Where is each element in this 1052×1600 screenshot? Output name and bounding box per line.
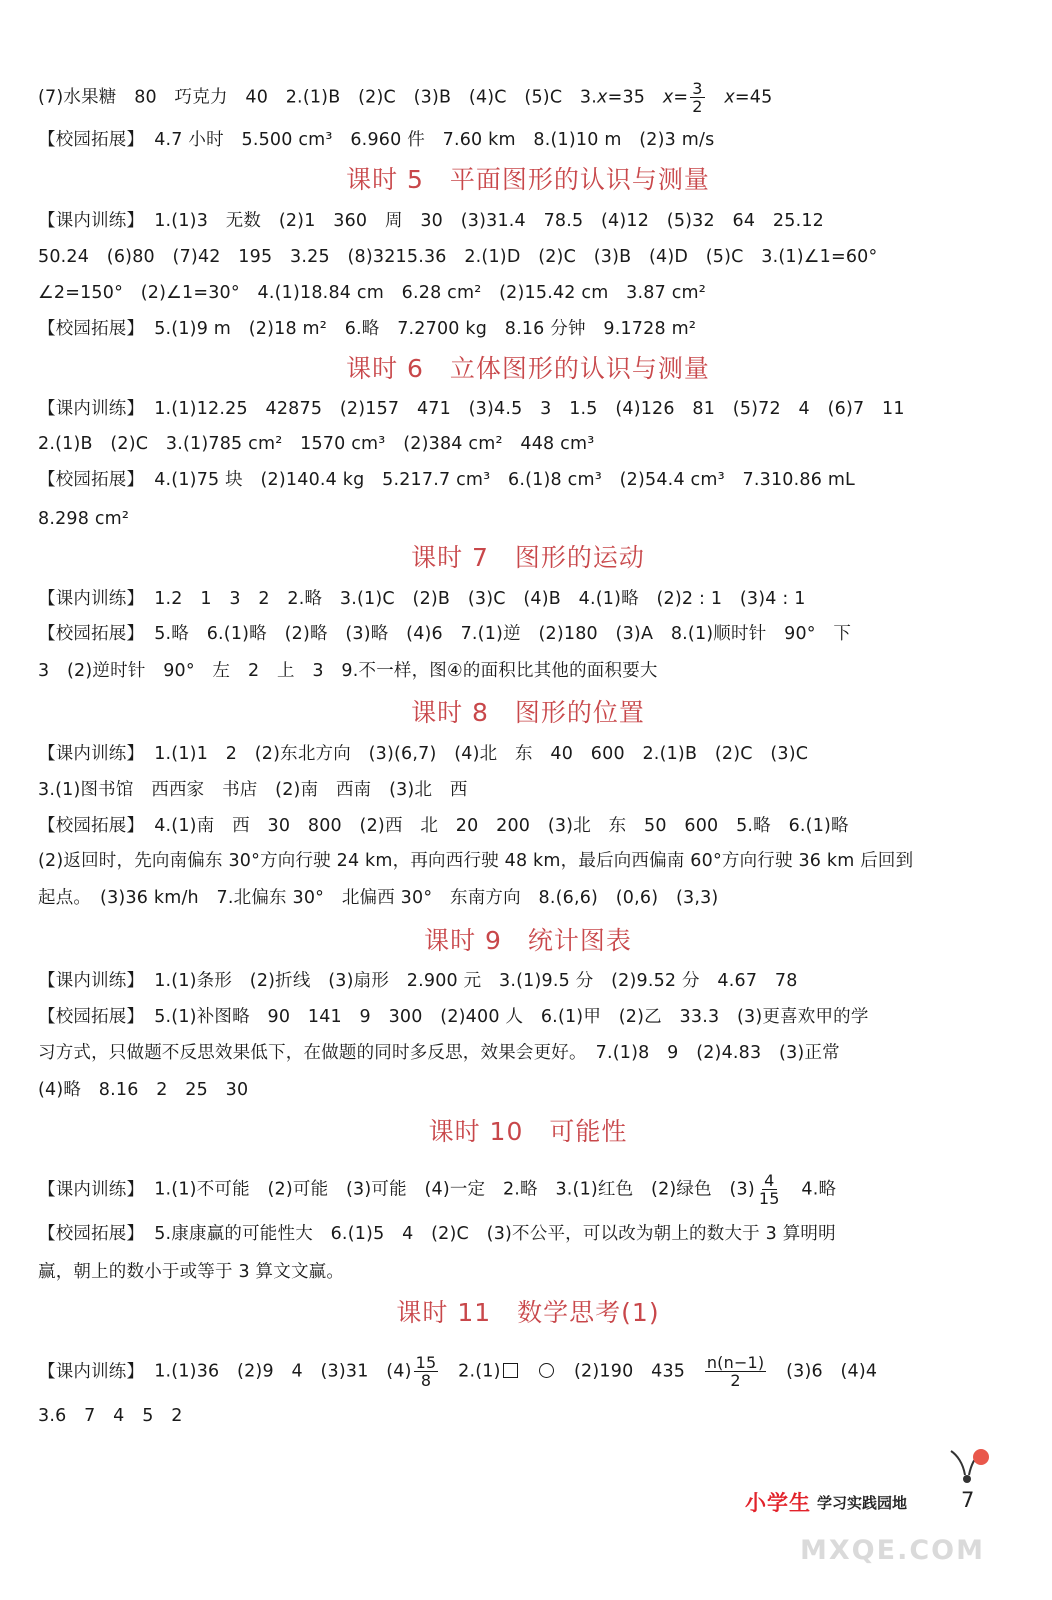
fraction: $\frac{3}{2}$ [692, 79, 703, 116]
answer-line-6: 【校园拓展】 5.(1)9 m (2)18 m² 6.略 7.2700 kg 8.16 分钟 9.1728 m² [38, 319, 697, 339]
answer-line-7: 【课内训练】 1.(1)12.25 42875 (2)157 471 (3)4.5 3 1.5 (4)126 81 (5)72 4 (6)7 11 [38, 399, 905, 419]
answer-line-22: (4)略 8.16 2 25 30 [38, 1080, 249, 1100]
square-icon [503, 1363, 518, 1378]
lesson-title-11: 课时 11 数学思考(1) [396, 1298, 660, 1327]
fraction: $\frac{15}{8}$ [415, 1353, 437, 1390]
answer-line-12: 【校园拓展】 5.略 6.(1)略 (2)略 (3)略 (4)6 7.(1)逆 (2)180 (3)A 8.(1)顺时针 90° 下 [38, 624, 852, 644]
section-tag: 【校园拓展】 [38, 470, 145, 490]
section-tag: 【校园拓展】 [38, 130, 145, 150]
answer-line-20: 【校园拓展】 5.(1)补图略 90 141 9 300 (2)400 人 6.(1)甲 (2)乙 33.3 (3)更喜欢甲的学 [38, 1007, 869, 1027]
lesson-title-8: 课时 8 图形的位置 [411, 698, 645, 727]
section-tag: 【课内训练】 [38, 1361, 145, 1382]
answer-line-17: (2)返回时，先向南偏东 30°方向行驶 24 km，再向西行驶 48 km，最后向西偏南 60°方向行驶 36 km 后回到 [38, 851, 914, 871]
brand-subtitle: 学习实践园地 [817, 1494, 908, 1512]
lesson-title-9: 课时 9 统计图表 [424, 926, 632, 955]
section-tag: 【课内训练】 [38, 589, 145, 609]
section-tag: 【校园拓展】 [38, 319, 145, 339]
answer-line-19: 【课内训练】 1.(1)条形 (2)折线 (3)扇形 2.900 元 3.(1)9.5 分 (2)9.52 分 4.67 78 [38, 971, 798, 991]
answer-line-5: ∠2=150° (2)∠1=30° 4.(1)18.84 cm 6.28 cm² (2)15.42 cm 3.87 cm² [38, 283, 706, 303]
answer-line-10: 8.298 cm² [38, 509, 130, 529]
section-tag: 【校园拓展】 [38, 816, 145, 836]
answer-line-27: 3.6 7 4 5 2 [38, 1406, 183, 1426]
section-tag: 【课内训练】 [38, 744, 145, 764]
watermark: MXQE.COM [800, 1535, 985, 1566]
page-number: 7 [961, 1488, 975, 1512]
answer-line-4: 50.24 (6)80 (7)42 195 3.25 (8)3215.36 2.(1)D (2)C (3)B (4)D (5)C 3.(1)∠1=60° [38, 247, 878, 267]
answer-line-15: 3.(1)图书馆 西西家 书店 (2)南 西南 (3)北 西 [38, 780, 468, 800]
answer-line-21: 习方式，只做题不反思效果低下，在做题的同时多反思，效果会更好。 7.(1)8 9 (2)4.83 (3)正常 [38, 1043, 840, 1063]
answer-line-9: 【校园拓展】 4.(1)75 块 (2)140.4 kg 5.217.7 cm³ 6.(1)8 cm³ (2)54.4 cm³ 7.310.86 mL [38, 470, 856, 490]
answer-line-8: 2.(1)B (2)C 3.(1)785 cm² 1570 cm³ (2)384 cm² 448 cm³ [38, 434, 595, 454]
section-tag: 【校园拓展】 [38, 1224, 145, 1244]
answer-line-23: 【课内训练】 1.(1)不可能 (2)可能 (3)可能 (4)一定 2.略 3.(1)红色 (2)绿色 (3) $\frac{4}{15}$ 4.略 [38, 1171, 837, 1208]
answer-line-25: 赢，朝上的数小于或等于 3 算文文赢。 [38, 1262, 345, 1282]
page-footer [745, 1482, 1045, 1530]
answer-line-26: 【课内训练】 1.(1)36 (2)9 4 (3)31 (4) $\frac{15}{8}$ 2.(1) (2)190 435 $\frac{n(n-1)}{2}$ (3)6 (4)4 [38, 1353, 878, 1390]
fraction: $\frac{4}{15}$ [758, 1171, 780, 1208]
section-tag: 【校园拓展】 [38, 624, 145, 644]
cherry-icon [947, 1445, 991, 1489]
brand-title: 小学生 [745, 1491, 811, 1515]
circle-icon [539, 1363, 554, 1378]
answer-line-3: 【课内训练】 1.(1)3 无数 (2)1 360 周 30 (3)31.4 78.5 (4)12 (5)32 64 25.12 [38, 211, 825, 231]
lesson-title-5: 课时 5 平面图形的认识与测量 [346, 165, 710, 194]
fraction: $\frac{n(n-1)}{2}$ [706, 1353, 765, 1390]
answer-line-14: 【课内训练】 1.(1)1 2 (2)东北方向 (3)(6,7) (4)北 东 40 600 2.(1)B (2)C (3)C [38, 744, 809, 764]
answer-line-24: 【校园拓展】 5.康康赢的可能性大 6.(1)5 4 (2)C (3)不公平，可以改为朝上的数大于 3 算明明 [38, 1224, 836, 1244]
lesson-title-6: 课时 6 立体图形的认识与测量 [346, 354, 710, 383]
section-tag: 【课内训练】 [38, 971, 145, 991]
section-tag: 【校园拓展】 [38, 1007, 145, 1027]
answer-line-2: 【校园拓展】 4.7 小时 5.500 cm³ 6.960 件 7.60 km 8.(1)10 m (2)3 m/s [38, 130, 715, 150]
lesson-title-10: 课时 10 可能性 [428, 1117, 628, 1146]
section-tag: 【课内训练】 [38, 399, 145, 419]
answer-line-11: 【课内训练】 1.2 1 3 2 2.略 3.(1)C (2)B (3)C (4)B 4.(1)略 (2)2 : 1 (3)4 : 1 [38, 589, 806, 609]
answer-line-13: 3 (2)逆时针 90° 左 2 上 3 9.不一样，图④的面积比其他的面积要大 [38, 661, 658, 681]
answer-line-1: (7)水果糖 80 巧克力 40 2.(1)B (2)C (3)B (4)C (5)C 3.x=35 x= $\frac{3}{2}$ x=45 [38, 79, 773, 116]
answer-line-18: 起点。 (3)36 km/h 7.北偏东 30° 北偏西 30° 东南方向 8.(6,6) (0,6) (3,3) [38, 888, 719, 908]
section-tag: 【课内训练】 [38, 211, 145, 231]
section-tag: 【课内训练】 [38, 1179, 145, 1200]
lesson-title-7: 课时 7 图形的运动 [411, 543, 645, 572]
answer-line-16: 【校园拓展】 4.(1)南 西 30 800 (2)西 北 20 200 (3)北 东 50 600 5.略 6.(1)略 [38, 816, 849, 836]
